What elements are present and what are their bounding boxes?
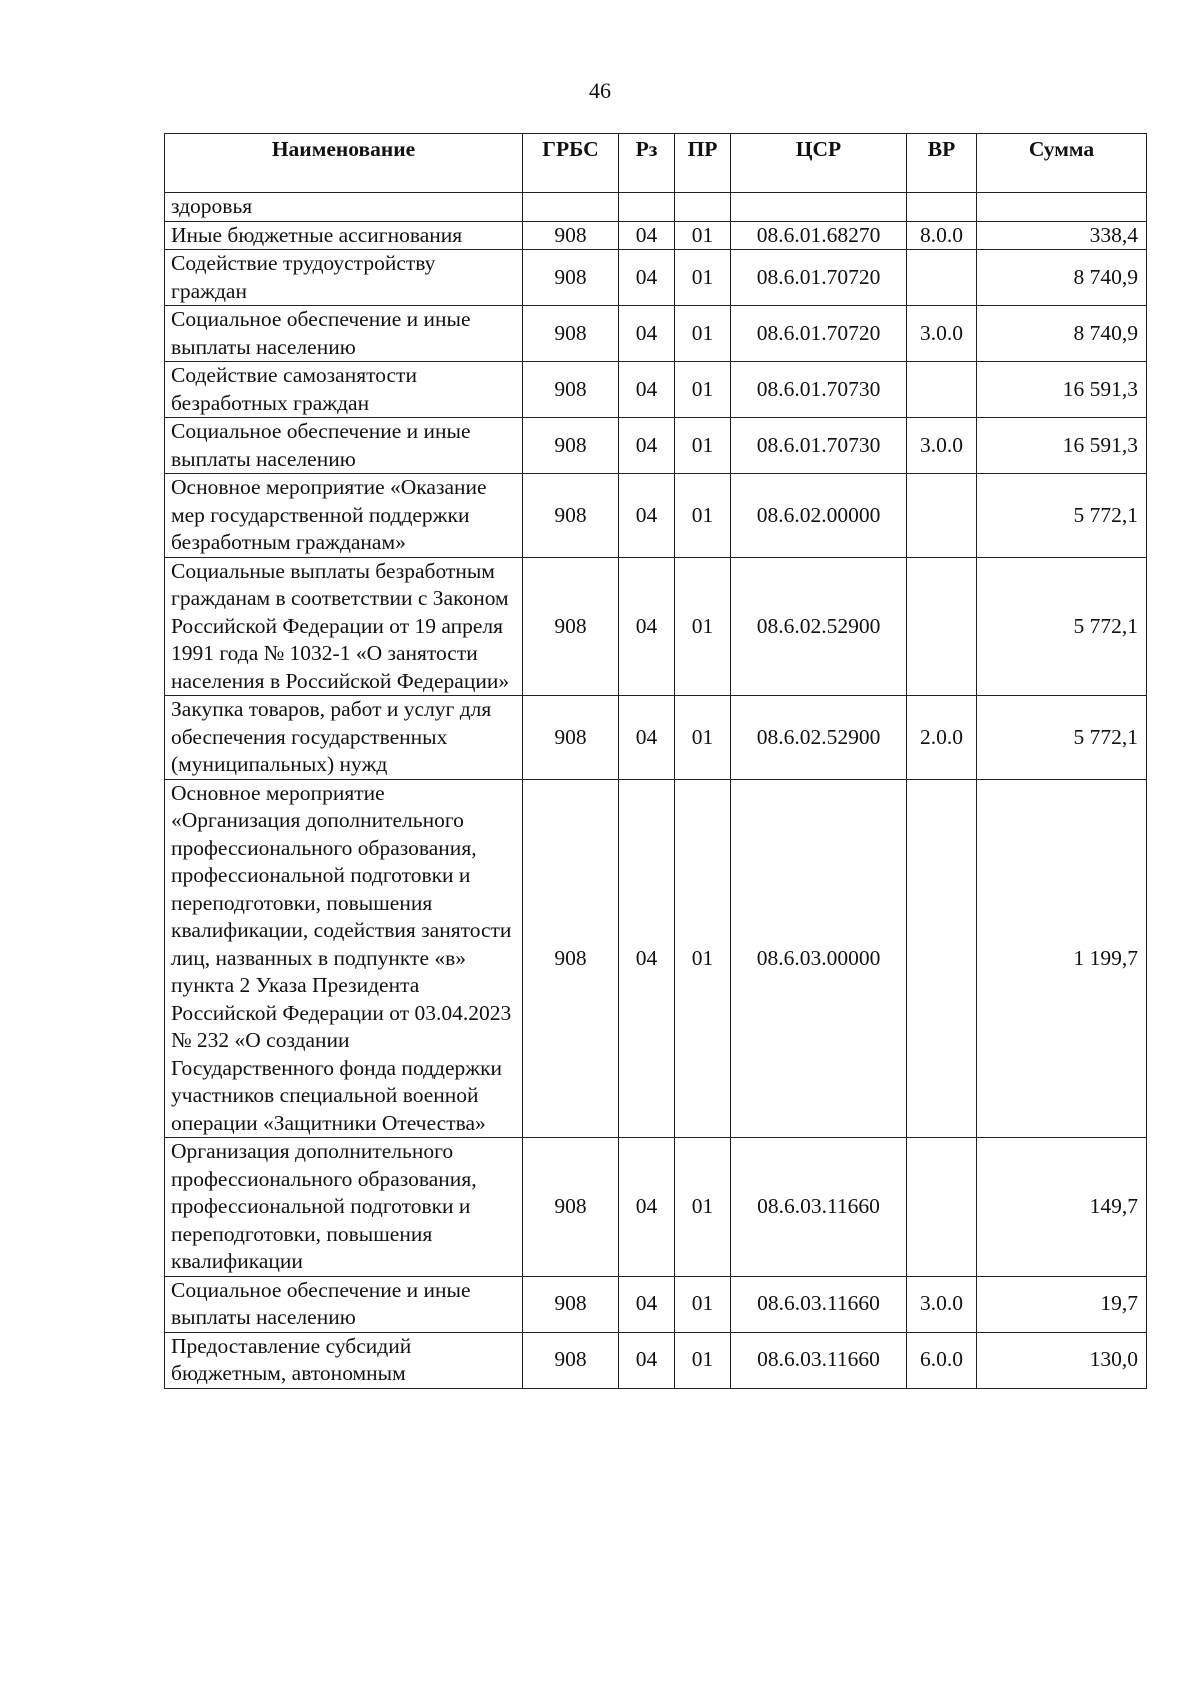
cell-vr	[907, 779, 977, 1138]
cell-vr	[907, 1138, 977, 1277]
table-header	[165, 134, 1147, 193]
table-row	[165, 696, 1147, 780]
cell-csr: 08.6.03.00000	[731, 779, 907, 1138]
cell-pr: 01	[675, 557, 731, 696]
cell-pr: 01	[675, 1332, 731, 1388]
cell-sum: 16 591,3	[977, 362, 1147, 418]
cell-grbs: 908	[523, 306, 619, 362]
table-row	[165, 779, 1147, 1138]
cell-vr: 3.0.0	[907, 1276, 977, 1332]
cell-rz: 04	[619, 474, 675, 558]
cell-rz: 04	[619, 250, 675, 306]
cell-sum: 1 199,7	[977, 779, 1147, 1138]
cell-vr: 2.0.0	[907, 696, 977, 780]
table-row	[165, 362, 1147, 418]
cell-grbs: 908	[523, 696, 619, 780]
cell-name: Содействие самозанятости безработных граждан	[165, 362, 523, 418]
header-row	[165, 134, 1147, 193]
cell-csr	[731, 193, 907, 222]
cell-sum	[977, 193, 1147, 222]
cell-vr: 6.0.0	[907, 1332, 977, 1388]
cell-grbs: 908	[523, 418, 619, 474]
cell-sum: 19,7	[977, 1276, 1147, 1332]
cell-pr: 01	[675, 221, 731, 250]
cell-rz: 04	[619, 1276, 675, 1332]
cell-name: Социальное обеспечение и иные выплаты населению	[165, 418, 523, 474]
cell-grbs: 908	[523, 1276, 619, 1332]
cell-pr: 01	[675, 1138, 731, 1277]
cell-pr: 01	[675, 1276, 731, 1332]
cell-sum: 8 740,9	[977, 306, 1147, 362]
cell-rz: 04	[619, 306, 675, 362]
cell-vr: 8.0.0	[907, 221, 977, 250]
cell-name: Социальное обеспечение и иные выплаты населению	[165, 306, 523, 362]
header-rz: Рз	[619, 134, 675, 193]
cell-sum: 5 772,1	[977, 474, 1147, 558]
cell-rz	[619, 193, 675, 222]
table-row	[165, 250, 1147, 306]
cell-grbs: 908	[523, 221, 619, 250]
cell-csr: 08.6.02.00000	[731, 474, 907, 558]
cell-grbs	[523, 193, 619, 222]
cell-csr: 08.6.03.11660	[731, 1276, 907, 1332]
cell-sum: 5 772,1	[977, 696, 1147, 780]
cell-vr: 3.0.0	[907, 306, 977, 362]
cell-name: здоровья	[165, 193, 523, 222]
cell-sum: 130,0	[977, 1332, 1147, 1388]
cell-vr: 3.0.0	[907, 418, 977, 474]
cell-rz: 04	[619, 557, 675, 696]
cell-name: Организация дополнительного профессионального образования, профессиональной подготовки и переподготовки, повышения квалификации	[165, 1138, 523, 1277]
cell-name: Предоставление субсидий бюджетным, автономным	[165, 1332, 523, 1388]
header-name: Наименование	[165, 134, 523, 193]
cell-rz: 04	[619, 362, 675, 418]
table-row	[165, 306, 1147, 362]
cell-csr: 08.6.02.52900	[731, 557, 907, 696]
cell-pr: 01	[675, 418, 731, 474]
cell-sum: 149,7	[977, 1138, 1147, 1277]
cell-pr: 01	[675, 474, 731, 558]
cell-rz: 04	[619, 1138, 675, 1277]
cell-csr: 08.6.01.70720	[731, 306, 907, 362]
table-row	[165, 1332, 1147, 1388]
cell-csr: 08.6.01.70730	[731, 362, 907, 418]
cell-csr: 08.6.01.70730	[731, 418, 907, 474]
cell-grbs: 908	[523, 362, 619, 418]
cell-name: Закупка товаров, работ и услуг для обеспечения государственных (муниципальных) нужд	[165, 696, 523, 780]
cell-grbs: 908	[523, 474, 619, 558]
header-csr: ЦСР	[731, 134, 907, 193]
cell-pr	[675, 193, 731, 222]
cell-vr	[907, 250, 977, 306]
cell-vr	[907, 193, 977, 222]
cell-pr: 01	[675, 250, 731, 306]
cell-sum: 5 772,1	[977, 557, 1147, 696]
cell-csr: 08.6.01.68270	[731, 221, 907, 250]
table-row	[165, 418, 1147, 474]
cell-csr: 08.6.02.52900	[731, 696, 907, 780]
cell-vr	[907, 557, 977, 696]
cell-grbs: 908	[523, 557, 619, 696]
cell-pr: 01	[675, 779, 731, 1138]
cell-rz: 04	[619, 696, 675, 780]
cell-sum: 338,4	[977, 221, 1147, 250]
cell-pr: 01	[675, 306, 731, 362]
cell-csr: 08.6.03.11660	[731, 1332, 907, 1388]
table-row	[165, 1276, 1147, 1332]
cell-csr: 08.6.01.70720	[731, 250, 907, 306]
cell-grbs: 908	[523, 779, 619, 1138]
cell-pr: 01	[675, 362, 731, 418]
cell-grbs: 908	[523, 250, 619, 306]
header-grbs: ГРБС	[523, 134, 619, 193]
cell-rz: 04	[619, 1332, 675, 1388]
table-row	[165, 557, 1147, 696]
cell-name: Основное мероприятие «Оказание мер государственной поддержки безработным гражданам»	[165, 474, 523, 558]
table-row	[165, 221, 1147, 250]
budget-table	[164, 133, 1147, 1389]
cell-vr	[907, 362, 977, 418]
table-row	[165, 1138, 1147, 1277]
header-vr: ВР	[907, 134, 977, 193]
cell-grbs: 908	[523, 1138, 619, 1277]
cell-name: Основное мероприятие «Организация дополнительного профессионального образования, профессиональной подготовки и переподготовки, повышения квалификации, содействия занятости лиц, названных в подпункте «в» пункта 2 Указа Президента Российской Федерации от 03.04.2023 № 232 «О создании Государственного фонда поддержки участников специальной военной операции «Защитники Отечества»	[165, 779, 523, 1138]
cell-rz: 04	[619, 779, 675, 1138]
header-pr: ПР	[675, 134, 731, 193]
cell-vr	[907, 474, 977, 558]
cell-rz: 04	[619, 418, 675, 474]
header-sum: Сумма	[977, 134, 1147, 193]
cell-rz: 04	[619, 221, 675, 250]
page-number: 46	[589, 78, 611, 103]
table-row	[165, 193, 1147, 222]
cell-sum: 16 591,3	[977, 418, 1147, 474]
cell-sum: 8 740,9	[977, 250, 1147, 306]
cell-name: Социальные выплаты безработным гражданам в соответствии с Законом Российской Федерации от 19 апреля 1991 года № 1032-1 «О занятости населения в Российской Федерации»	[165, 557, 523, 696]
cell-name: Социальное обеспечение и иные выплаты населению	[165, 1276, 523, 1332]
cell-name: Содействие трудоустройству граждан	[165, 250, 523, 306]
cell-grbs: 908	[523, 1332, 619, 1388]
cell-name: Иные бюджетные ассигнования	[165, 221, 523, 250]
table-row	[165, 474, 1147, 558]
cell-pr: 01	[675, 696, 731, 780]
table-body	[165, 193, 1147, 1389]
cell-csr: 08.6.03.11660	[731, 1138, 907, 1277]
